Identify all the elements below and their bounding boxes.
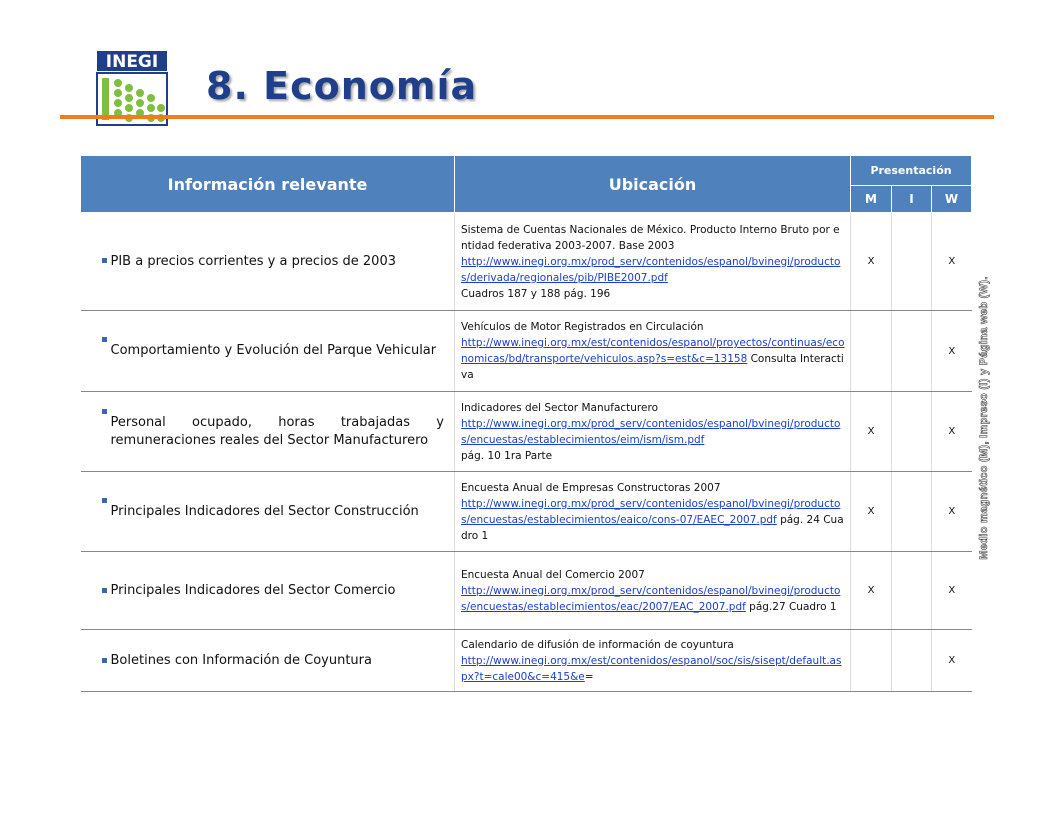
source-extra: Cuadros 187 y 188 pág. 196	[461, 287, 611, 300]
location-cell	[455, 392, 851, 472]
header-presentacion: Presentación	[851, 156, 972, 186]
source-description: Vehículos de Motor Registrados en Circulación	[461, 321, 704, 333]
source-description: Calendario de difusión de información de coyuntura	[461, 638, 734, 651]
mark-m: X	[851, 392, 892, 472]
source-link[interactable]: http://www.inegi.org.mx/prod_serv/contenidos/espanol/bvinegi/productos/encuestas/establecimientos/eim/ism/ism.pdf	[461, 417, 841, 446]
location-cell	[455, 552, 851, 630]
bullet-icon	[102, 498, 107, 503]
table-row	[81, 630, 972, 692]
source-description: Encuesta Anual del Comercio 2007	[461, 568, 645, 581]
location-cell	[455, 213, 851, 311]
location-cell	[455, 630, 851, 692]
info-label: Principales Indicadores del Sector Construcción	[110, 503, 419, 519]
mark-w: X	[932, 552, 972, 630]
mark-m: X	[851, 552, 892, 630]
mark-i	[892, 213, 932, 311]
mark-i	[892, 552, 932, 630]
bullet-icon	[102, 588, 107, 593]
mark-m: X	[851, 213, 892, 311]
info-label: PIB a precios corrientes y a precios de 2003	[110, 253, 396, 269]
location-cell	[455, 311, 851, 392]
header-m: M	[851, 185, 892, 212]
mark-w: X	[932, 213, 972, 311]
source-link[interactable]: http://www.inegi.org.mx/est/contenidos/espanol/proyectos/continuas/economicas/bd/transporte/vehiculos.asp?s=est&c=13158	[461, 337, 845, 365]
presentation-legend: Medio magnético (M), Impreso (I) y Página web (W).	[978, 276, 990, 560]
source-extra: pág. 24 Cuadro 1	[461, 513, 844, 542]
mark-i	[892, 472, 932, 552]
mark-m	[851, 311, 892, 392]
source-link[interactable]: http://www.inegi.org.mx/est/contenidos/espanol/soc/sis/sisept/default.aspx?t=cale00&c=415&e	[461, 654, 842, 683]
economy-info-table	[80, 155, 972, 692]
source-extra: pág.27 Cuadro 1	[745, 600, 837, 613]
page-title: 8. Economía	[206, 64, 478, 108]
mark-m	[851, 630, 892, 692]
table-row	[81, 392, 972, 472]
logo-wordmark: INEGI	[105, 52, 159, 72]
info-label: Comportamiento y Evolución del Parque Vehicular	[110, 343, 437, 358]
source-extra: =	[584, 670, 594, 683]
mark-w: X	[932, 472, 972, 552]
location-cell	[455, 472, 851, 552]
header-i: I	[892, 185, 932, 212]
table-row	[81, 552, 972, 630]
info-label: Personal ocupado, horas trabajadas y remuneraciones reales del Sector Manufacturero	[110, 414, 444, 448]
mark-w: X	[932, 311, 972, 392]
source-link[interactable]: http://www.inegi.org.mx/prod_serv/contenidos/espanol/bvinegi/productos/encuestas/establecimientos/eac/2007/EAC_2007.pdf	[461, 584, 841, 613]
source-description: Indicadores del Sector Manufacturero	[461, 401, 658, 414]
title-underline	[60, 115, 994, 119]
mark-w: X	[932, 392, 972, 472]
header-ubicacion: Ubicación	[455, 156, 851, 213]
table-row	[81, 311, 972, 392]
mark-i	[892, 392, 932, 472]
source-extra: Consulta Interactiva	[461, 353, 844, 381]
info-label: Principales Indicadores del Sector Comercio	[110, 582, 396, 598]
mark-i	[892, 630, 932, 692]
header-info-relevante: Información relevante	[81, 156, 455, 213]
bullet-icon	[102, 658, 107, 663]
bullet-icon	[102, 337, 107, 342]
table-row	[81, 472, 972, 552]
source-link[interactable]: http://www.inegi.org.mx/prod_serv/contenidos/espanol/bvinegi/productos/derivada/regionales/pib/PIBE2007.pdf	[461, 255, 841, 284]
source-description: Sistema de Cuentas Nacionales de México. Producto Interno Bruto por entidad federativa 2003-2007. Base 2003	[461, 223, 840, 252]
bullet-icon	[102, 409, 107, 414]
header-w: W	[932, 185, 972, 212]
table-row	[81, 213, 972, 311]
bullet-icon	[102, 258, 107, 263]
source-extra: pág. 10 1ra Parte	[461, 449, 553, 462]
mark-i	[892, 311, 932, 392]
mark-m: X	[851, 472, 892, 552]
source-link[interactable]: http://www.inegi.org.mx/prod_serv/contenidos/espanol/bvinegi/productos/encuestas/establecimientos/eaico/cons-07/EAEC_2007.pdf	[461, 497, 841, 526]
source-description: Encuesta Anual de Empresas Constructoras 2007	[461, 481, 721, 494]
info-label: Boletines con Información de Coyuntura	[110, 652, 372, 668]
mark-w: X	[932, 630, 972, 692]
